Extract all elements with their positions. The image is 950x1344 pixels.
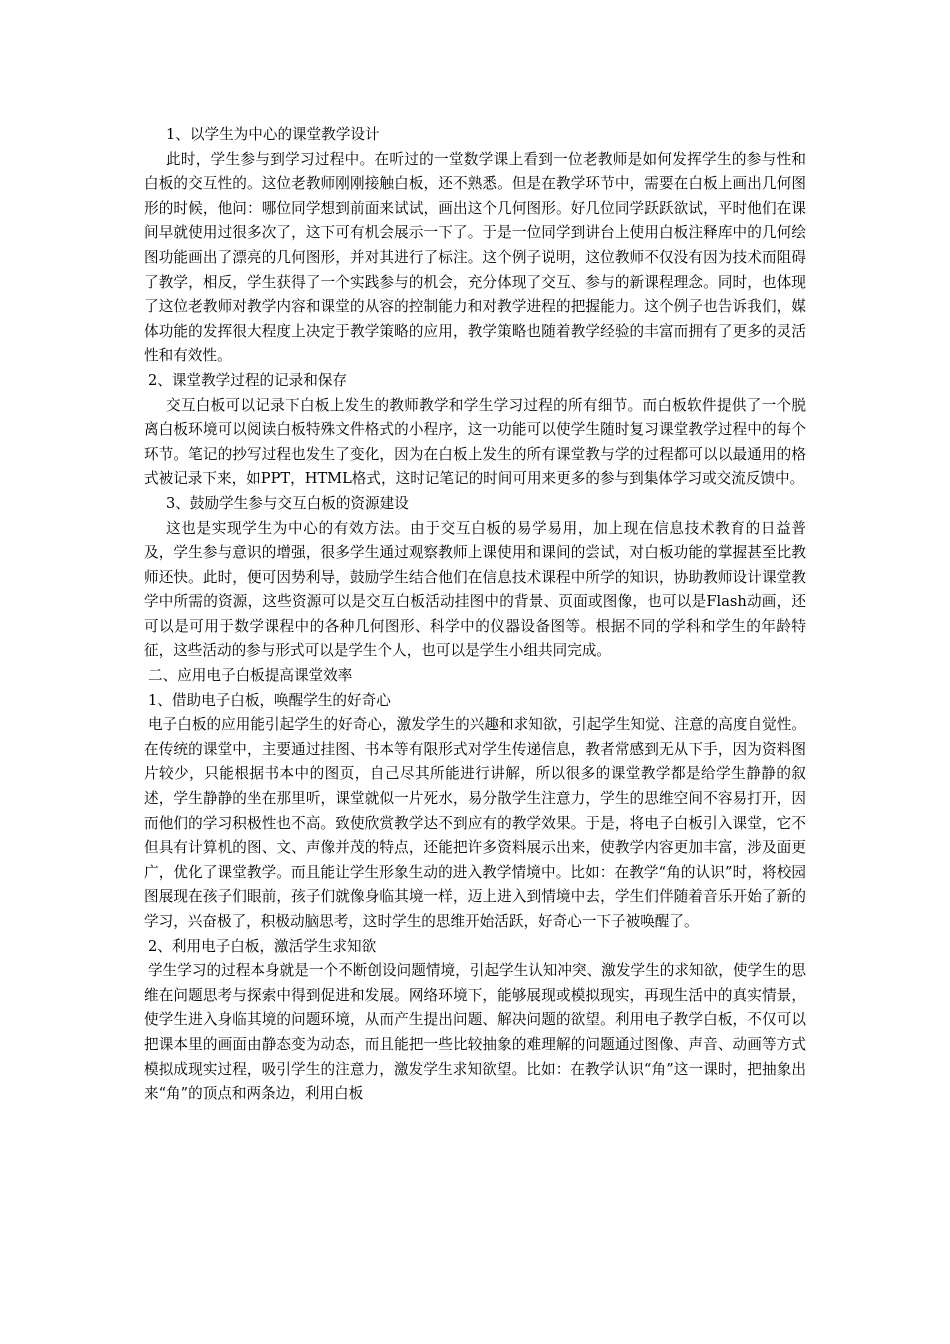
heading-resource-building: 3、鼓励学生参与交互白板的资源建设 xyxy=(166,494,409,512)
heading-student-centered-design: 1、以学生为中心的课堂教学设计 xyxy=(166,126,380,143)
heading-recording-saving: 2、课堂教学过程的记录和保存 xyxy=(148,371,348,389)
paragraph-student-participation: 此时，学生参与到学习过程中。在听过的一堂数学课上看到一位老教师是如何发挥学生的参与性和白板的交互性的。这位老教师刚刚接触白板，还不熟悉。但是在教学环节中，需要在白板上画出几何图形的时候，他问：哪位同学想到前面来试试，画出这个几何图形。好几位同学跃跃欲试，平时他们在课间早就使用过很多次了，这下可有机会展示一下了。于是一位同学到讲台上使用白板注释库中的几何绘图功能画出了漂亮的几何图形，并对其进行了标注。这个例子说明，这位教师不仅没有因为技术而阻碍了教学，相反，学生获得了一个实践参与的机会，充分体现了交互、参与的新课程理念。同时，也体现了这位老教师对教学内容和课堂的从容的控制能力和对教学进程的把握能力。这个例子也告诉我们，媒体功能的发挥很大程度上决定于教学策略的应用，教学策略也随着教学经验的丰富而拥有了更多的灵活性和有效性。 xyxy=(144,150,806,365)
heading-section-two: 二、应用电子白板提高课堂效率 xyxy=(148,667,353,685)
paragraph-desire-for-knowledge: 学生学习的过程本身就是一个不断创设问题情境，引起学生认知冲突、激发学生的求知欲，使学生的思维在问题思考与探索中得到促进和发展。网络环境下，能够展现或模拟现实，再现生活中的真实情景，使学生进入身临其境的问题环境，从而产生提出问题、解决问题的欲望。利用电子教学白板，不仅可以把课本里的画面由静态变为动态，而且能把一些比较抽象的难理解的问题通过图像、声音、动画等方式模拟成现实过程，吸引学生的注意力，激发学生求知欲望。比如：在教学认识“角”这一课时，把抽象出来“角”的顶点和两条边，利用白板 xyxy=(144,962,806,1103)
paragraph-recording-saving: 交互白板可以记录下白板上发生的教师教学和学生学习过程的所有细节。而白板软件提供了一个脱离白板环境可以阅读白板特殊文件格式的小程序，这一功能可以使学生随时复习课堂教学过程中的每个环节。笔记的抄写过程也发生了变化，因为在白板上发生的所有课堂教与学的过程都可以以最通用的格式被记录下来，如PPT，HTML格式，这时记笔记的时间可用来更多的参与到集体学习或交流反馈中。 xyxy=(144,396,806,488)
heading-curiosity: 1、借助电子白板，唤醒学生的好奇心 xyxy=(148,691,391,709)
document-body xyxy=(144,123,806,1107)
paragraph-resource-building: 这也是实现学生为中心的有效方法。由于交互白板的易学易用，加上现在信息技术教育的日益普及，学生参与意识的增强，很多学生通过观察教师上课使用和课间的尝试，对白板功能的掌握甚至比教师还快。此时，便可因势利导，鼓励学生结合他们在信息技术课程中所学的知识，协助教师设计课堂教学中所需的资源，这些资源可以是交互白板活动挂图中的背景、页面或图像，也可以是Flash动画，还可以是可用于数学课程中的各种几何图形、科学中的仪器设备图等。根据不同的学科和学生的年龄特征，这些活动的参与形式可以是学生个人，也可以是学生小组共同完成。 xyxy=(144,519,806,660)
paragraph-curiosity: 电子白板的应用能引起学生的好奇心，激发学生的兴趣和求知欲，引起学生知觉、注意的高度自觉性。在传统的课堂中，主要通过挂图、书本等有限形式对学生传递信息，教者常感到无从下手，因为资料图片较少，只能根据书本中的图页，自己尽其所能进行讲解，所以很多的课堂教学都是给学生静静的叙述，学生静静的坐在那里听，课堂就似一片死水，易分散学生注意力，学生的思维空间不容易打开，因而他们的学习积极性也不高。致使欣赏教学达不到应有的教学效果。于是，将电子白板引入课堂，它不但具有计算机的图、文、声像并茂的特点，还能把许多资料展示出来，使教学内容更加丰富，涉及面更广，优化了课堂教学。而且能让学生形象生动的进入教学情境中。比如：在教学“角的认识”时，将校园图展现在孩子们眼前，孩子们就像身临其境一样，迈上进入到情境中去，学生们伴随着音乐开始了新的学习，兴奋极了，积极动脑思考，这时学生的思维开始活跃，好奇心一下子被唤醒了。 xyxy=(144,716,806,930)
heading-desire-for-knowledge: 2、利用电子白板，激活学生求知欲 xyxy=(148,937,377,955)
